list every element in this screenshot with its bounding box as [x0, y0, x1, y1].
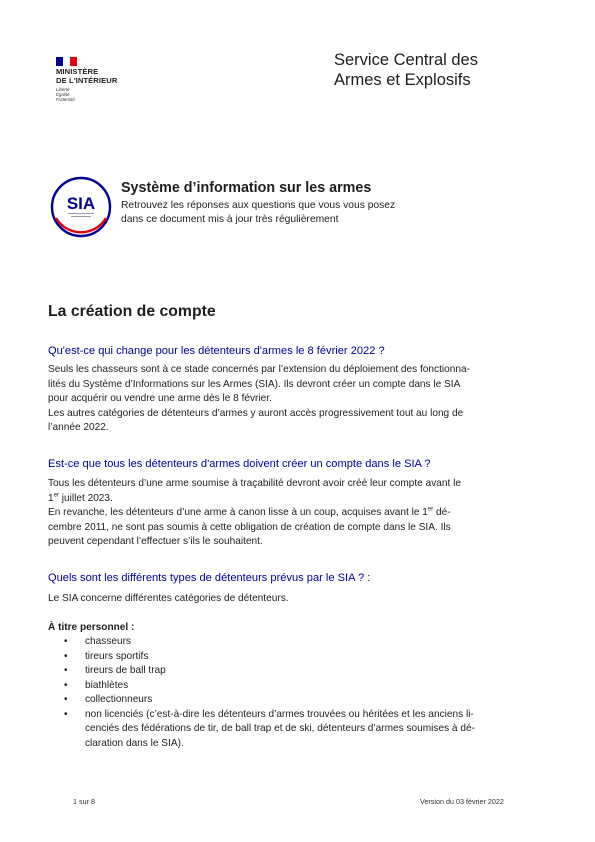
question-3: Quels sont les différents types de détenteurs prévus par le SIA ? : — [48, 572, 371, 584]
motto-egalite: Égalité — [56, 92, 70, 98]
republic-motto — [56, 87, 146, 103]
list-item: • collectionneurs — [48, 693, 548, 708]
answer-2-line: peuvent cependant l’effectuer s’ils le souhaitent. — [48, 536, 263, 547]
answer-1-line: l’année 2022. — [48, 422, 109, 433]
sia-badge-logo — [50, 176, 112, 238]
ministry-name-line2: DE L'INTÉRIEUR — [56, 75, 118, 85]
ordinal-suffix: er — [427, 506, 434, 513]
intro-subtitle-line2: dans ce document mis à jour très régulièrement — [121, 214, 339, 225]
service-name — [334, 50, 554, 90]
list-item: • biathlètes — [48, 679, 548, 694]
service-name-line1: Service Central des — [334, 51, 478, 69]
ministry-logo — [56, 56, 146, 103]
holder-category-label: À titre personnel : — [48, 621, 135, 633]
answer-1-line: Les autres catégories de détenteurs d’armes y auront accès progressivement tout au long de — [48, 407, 464, 419]
list-item: • chasseurs — [48, 635, 548, 650]
answer-1-line: Seuls les chasseurs sont à ce stade concernés par l’extension du déploiement des fonctionna- — [48, 364, 470, 375]
version-date: Version du 03 février 2022 — [420, 797, 504, 806]
intro-subtitle-line1: Retrouvez les réponses aux questions que vous vous posez — [121, 200, 396, 211]
answer-2-line: cembre 2011, ne sont pas soumis à cette obligation de création de compte dans le SIA. Ils — [48, 521, 451, 533]
intro-title: Système d’information sur les armes — [121, 180, 372, 196]
answer-3-intro: Le SIA concerne différentes catégories de détenteurs. — [48, 593, 289, 604]
list-item-line: claration dans le SIA). — [85, 737, 184, 749]
question-2: Est-ce que tous les détenteurs d'armes doivent créer un compte dans le SIA ? — [48, 458, 431, 470]
motto-liberte: Liberté — [56, 87, 70, 92]
section-title: La création de compte — [48, 303, 216, 320]
ministry-name-line1: MINISTÈRE — [56, 67, 99, 76]
service-name-line2: Armes et Explosifs — [334, 71, 471, 89]
sia-badge-icon — [50, 176, 112, 238]
answer-1-line: lités du Système d’Informations sur les Armes (SIA). Ils devront créer un compte dans le SIA — [48, 378, 461, 390]
answer-2-text: En revanche, les détenteurs d’une arme à canon lisse à un coup, acquises avant le 1 — [48, 507, 428, 518]
answer-2-line: Tous les détenteurs d’une arme soumise à traçabilité devront avoir créé leur compte avant le — [48, 478, 461, 489]
list-item: • tireurs de ball trap — [48, 664, 548, 679]
ordinal-suffix: er — [53, 492, 59, 499]
page-number: 1 sur 8 — [73, 797, 95, 806]
list-item-line: cenciés des fédérations de tir, de ball trap et de ski, détenteurs d’armes soumises à dé- — [85, 723, 475, 734]
answer-2-line — [48, 492, 548, 507]
answer-3 — [48, 592, 548, 751]
list-item-line: • non licenciés (c’est-à-dire les détenteurs d’armes trouvées ou héritées et les anciens li- — [85, 708, 474, 720]
holder-type-list — [48, 635, 548, 751]
answer-2-text: juillet 2023. — [58, 492, 113, 504]
intro-subtitle — [121, 199, 481, 227]
question-1: Qu'est-ce qui change pour les détenteurs d'armes le 8 février 2022 ? — [48, 345, 385, 357]
list-item — [48, 708, 548, 752]
sia-badge-text: SIA — [66, 194, 96, 213]
marianne-flag-icon — [56, 56, 146, 66]
list-item: • tireurs sportifs — [48, 650, 548, 665]
answer-2-text: dé- — [433, 507, 451, 518]
answer-2-line — [48, 506, 548, 521]
answer-2-text: 1 — [48, 492, 54, 504]
answer-2 — [48, 477, 548, 550]
motto-fraternite: Fraternité — [56, 97, 75, 103]
answer-1-line: pour acquérir ou vendre une arme dès le 8 février. — [48, 393, 272, 404]
answer-1 — [48, 363, 548, 436]
